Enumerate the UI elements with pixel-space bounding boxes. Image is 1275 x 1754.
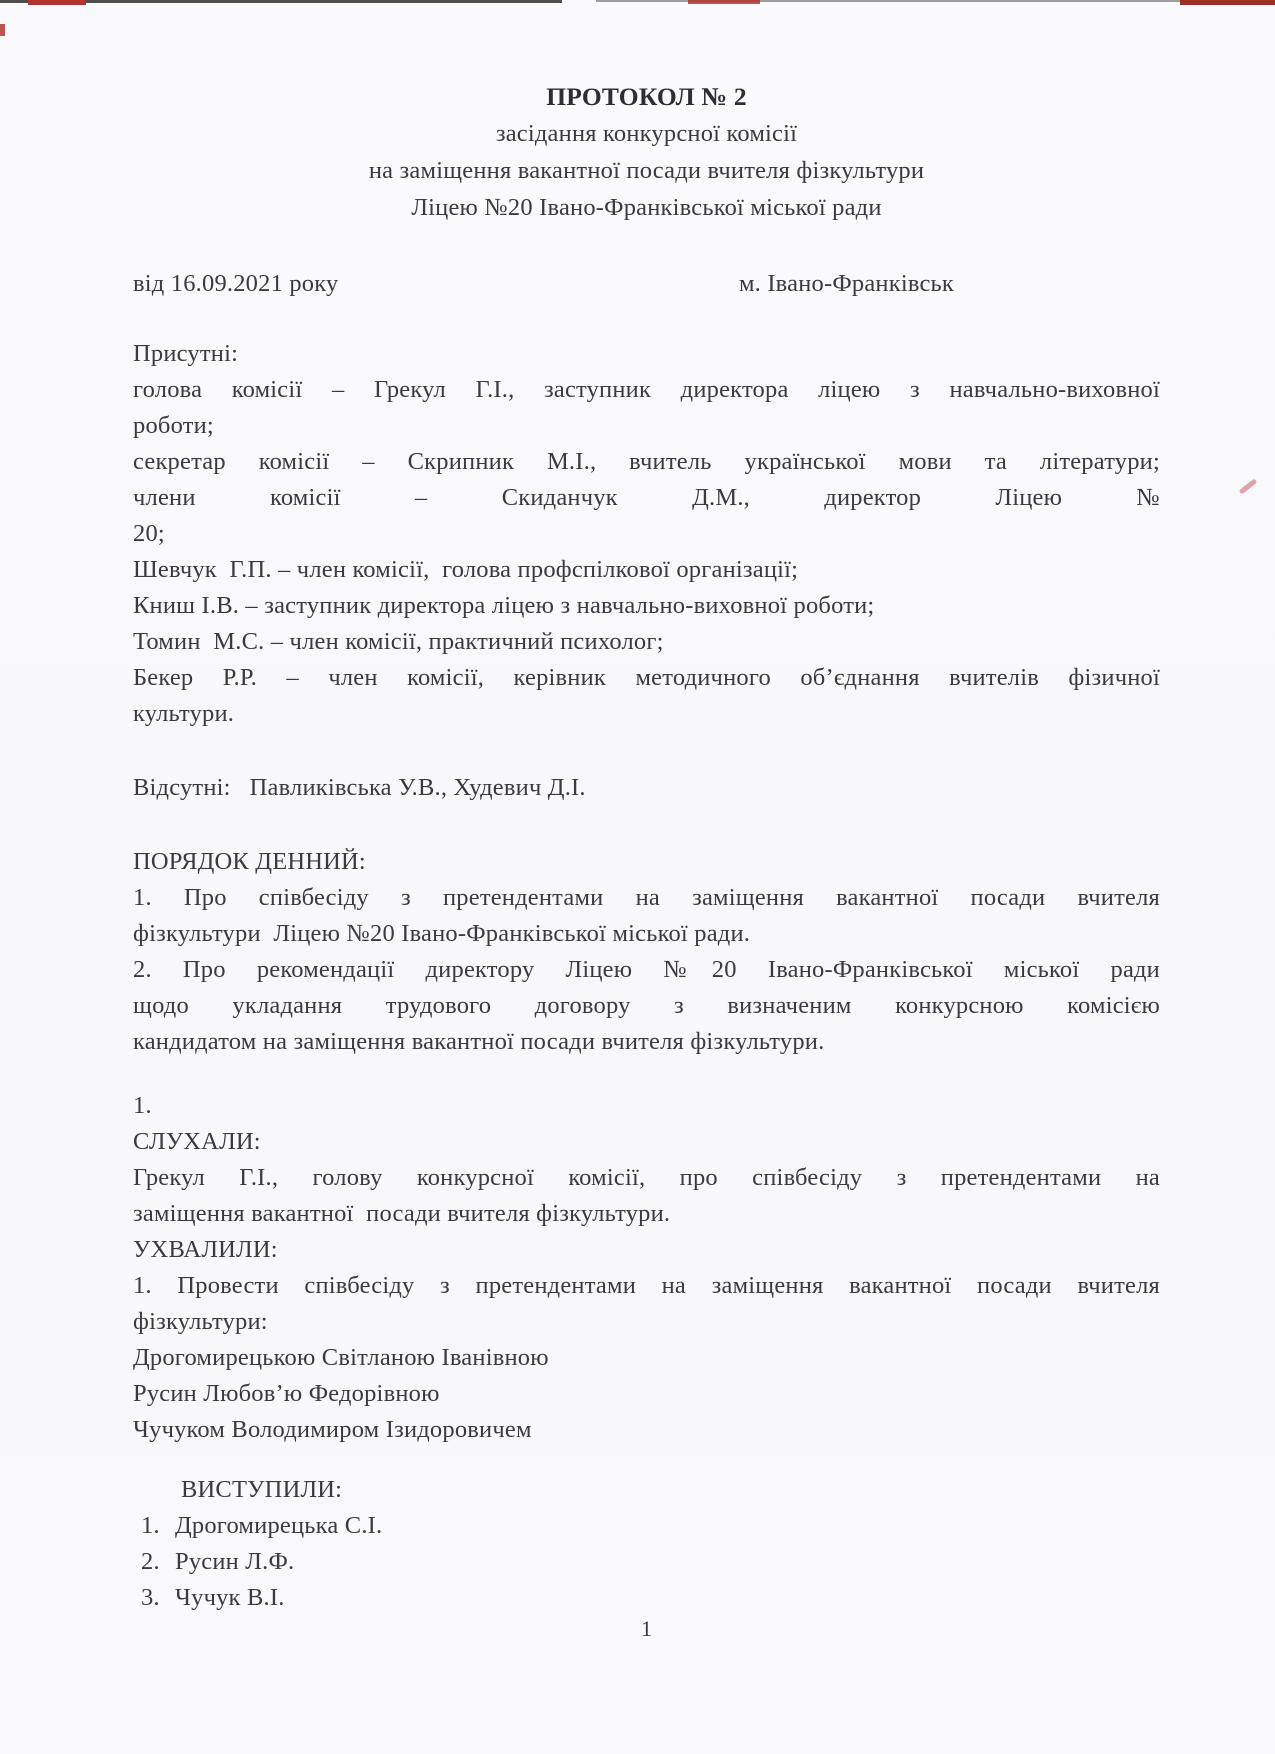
scan-edge-red-segment xyxy=(1180,0,1275,5)
speaker-list-item xyxy=(133,1544,1160,1580)
dateline xyxy=(133,266,1160,302)
speaker-number: 1. xyxy=(141,1512,160,1539)
text-line: голова комісії – Грекул Г.І., заступник директора ліцею з навчально-виховної xyxy=(133,376,1160,403)
speaker-number: 3. xyxy=(141,1584,160,1611)
agenda-section xyxy=(133,844,1160,1060)
speakers-heading: ВИСТУПИЛИ: xyxy=(181,1476,343,1503)
document-date: від 16.09.2021 року xyxy=(133,270,339,297)
text-line: Томин М.С. – член комісії, практичний психолог; xyxy=(133,628,664,655)
candidate-name: Русин Любов’ю Федорівною xyxy=(133,1380,440,1407)
document-body xyxy=(133,78,1160,1616)
scan-edge-red-tick xyxy=(0,24,5,36)
scan-edge-red-segment xyxy=(28,0,86,5)
document-title xyxy=(133,78,1160,226)
text-line: заміщення вакантної посади вчителя фізкультури. xyxy=(133,1200,671,1227)
sluhaly-heading: СЛУХАЛИ: xyxy=(133,1128,261,1155)
candidate-name: Дрогомирецькою Світланою Іванівною xyxy=(133,1344,549,1371)
speaker-name: Русин Л.Ф. xyxy=(175,1548,295,1575)
text-line: 1. Про співбесіду з претендентами на заміщення вакантної посади вчителя xyxy=(133,884,1160,911)
text-line: члени комісії – Скиданчук Д.М., директор Ліцею № xyxy=(133,484,1160,511)
text-line: 1. Провести співбесіду з претендентами на заміщення вакантної посади вчителя xyxy=(133,1272,1160,1299)
text-line: щодо укладання трудового договору з визначеним конкурсною комісією xyxy=(133,992,1160,1019)
text-line: 2. Про рекомендації директору Ліцею №20 Івано-Франківської міської ради xyxy=(133,956,1160,983)
text-line: секретар комісії – Скрипник М.І., вчитель української мови та літератури; xyxy=(133,448,1160,475)
section-number: 1. xyxy=(133,1092,152,1119)
text-line: Шевчук Г.П. – член комісії, голова профспілкової організації; xyxy=(133,556,799,583)
speaker-number: 2. xyxy=(141,1548,160,1575)
title-line: ПРОТОКОЛ № 2 xyxy=(546,82,747,111)
text-line: Грекул Г.І., голову конкурсної комісії, про співбесіду з претендентами на xyxy=(133,1164,1160,1191)
speaker-list-item xyxy=(133,1580,1160,1616)
text-line: 20; xyxy=(133,520,165,547)
absent-line: Відсутні: Павликівська У.В., Худевич Д.І. xyxy=(133,774,586,801)
page-number: 1 xyxy=(641,1616,652,1641)
absent-section xyxy=(133,770,1160,806)
text-line: Бекер Р.Р. – член комісії, керівник методичного об’єднання вчителів фізичної xyxy=(133,664,1160,691)
agenda-heading: ПОРЯДОК ДЕННИЙ: xyxy=(133,848,366,875)
text-line: Книш І.В. – заступник директора ліцею з навчально-виховної роботи; xyxy=(133,592,875,619)
speaker-list-item xyxy=(133,1508,1160,1544)
speakers-section xyxy=(133,1472,1160,1616)
text-line: фізкультури Ліцею №20 Івано-Франківської міської ради. xyxy=(133,920,751,947)
scan-edge-red-segment xyxy=(688,0,760,4)
title-line: засідання конкурсної комісії xyxy=(495,120,798,147)
title-line: Ліцею №20 Івано-Франківської міської ради xyxy=(411,194,882,221)
text-line: фізкультури: xyxy=(133,1308,268,1335)
present-heading: Присутні: xyxy=(133,340,239,367)
document-city: м. Івано-Франківськ xyxy=(738,270,954,297)
scan-edge-artifact xyxy=(0,0,1275,6)
uhvalyly-heading: УХВАЛИЛИ: xyxy=(133,1236,278,1263)
text-line: кандидатом на заміщення вакантної посади вчителя фізкультури. xyxy=(133,1028,825,1055)
pink-pen-mark xyxy=(1239,478,1258,494)
text-line: культури. xyxy=(133,700,235,727)
hearing-section xyxy=(133,1088,1160,1448)
speaker-name: Дрогомирецька С.І. xyxy=(175,1512,383,1539)
text-line: роботи; xyxy=(133,412,214,439)
candidate-name: Чучуком Володимиром Ізидоровичем xyxy=(133,1416,532,1443)
speaker-name: Чучук В.І. xyxy=(175,1584,285,1611)
present-section xyxy=(133,336,1160,732)
title-line: на заміщення вакантної посади вчителя фізкультури xyxy=(368,157,925,184)
